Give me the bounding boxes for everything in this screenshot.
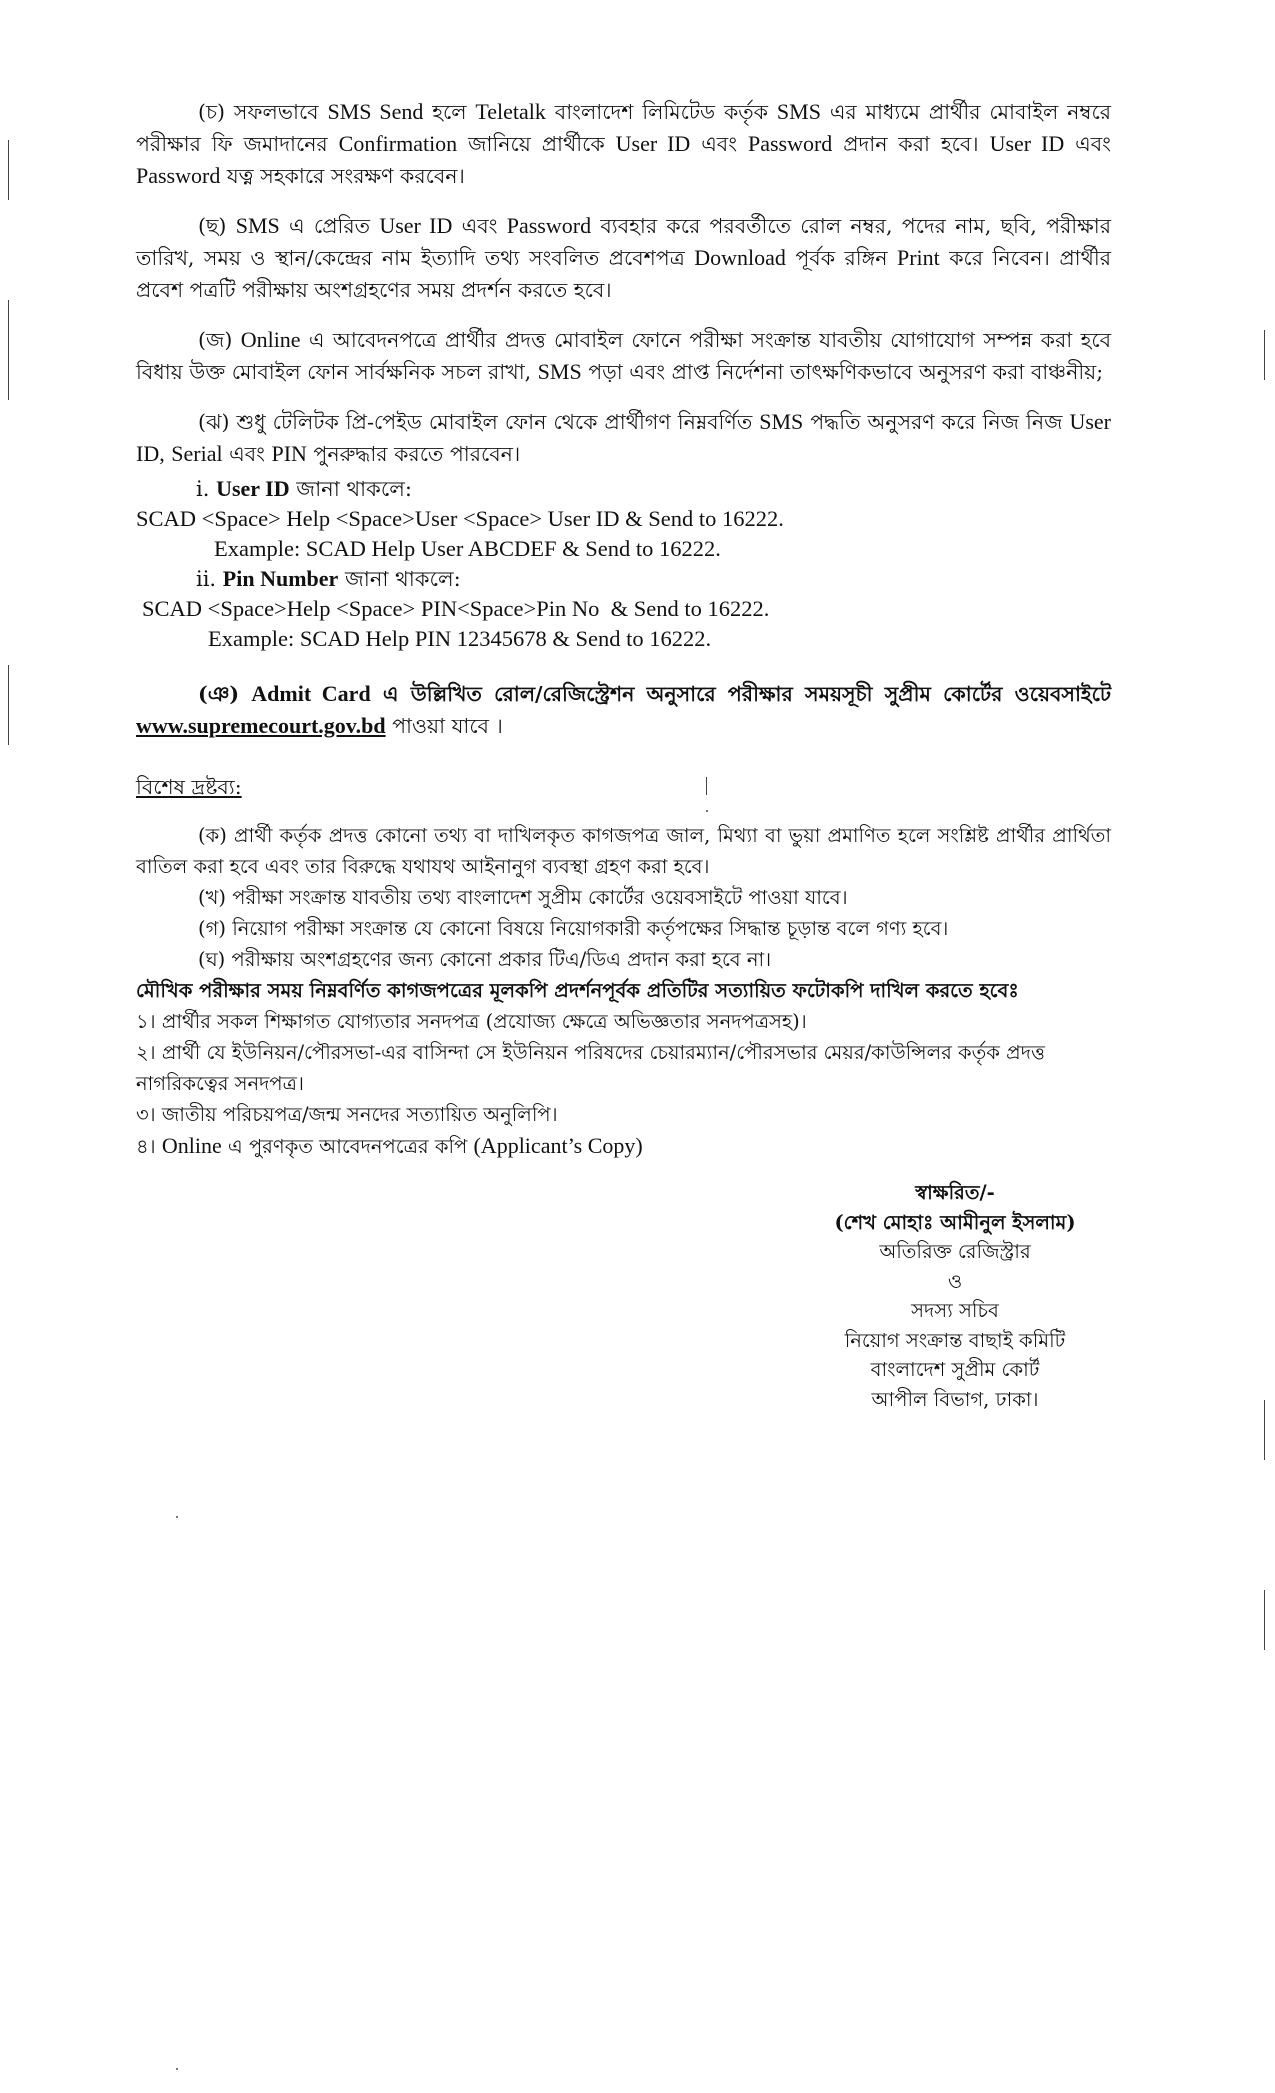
user-id-heading [196, 474, 1111, 504]
signatory-and: ও [947, 1269, 963, 1293]
para-text: User ID, [136, 409, 1111, 466]
para-text: যত্ন সহকারে সংরক্ষণ করবেন। [220, 164, 465, 188]
scan-margin-mark [8, 300, 9, 400]
para-text: Serial [171, 441, 223, 466]
paragraph-jha [136, 406, 1111, 470]
special-note-heading: বিশেষ দ্রষ্টব্য: [136, 775, 242, 799]
para-text: User ID [989, 131, 1065, 156]
signatory-court: বাংলাদেশ সুপ্রীম কোর্ট [870, 1358, 1040, 1381]
scan-center-mark [706, 777, 707, 795]
paragraph-chha [136, 210, 1111, 306]
admit-tail: পাওয়া যাবে । [385, 714, 503, 738]
pin-heading [196, 564, 1111, 594]
pin-example: Example: SCAD Help PIN 12345678 & Send to 16222. [208, 626, 712, 651]
para-text: SMS [776, 99, 821, 124]
para-text: (জ) [198, 328, 241, 352]
admit-card-label: Admit Card [251, 681, 371, 706]
para-text: Online [240, 327, 301, 352]
document-item-2: ২। প্রার্থী যে ইউনিয়ন/পৌরসভা-এর বাসিন্দা সে ইউনিয়ন পরিষদের চেয়ারম্যান/পৌরসভার মেয়র/কাউন্সিলর কর্তৃক প্রদত্ত নাগরিকত্বের সনদপত্র। [136, 1041, 1045, 1095]
heading-num: ii. [196, 567, 223, 591]
para-text: SMS [235, 213, 280, 238]
scan-dot [176, 1516, 178, 1518]
admit-prefix: (ঞ) [198, 682, 252, 706]
paragraph-nya-admit-card [136, 678, 1111, 742]
pin-command: SCAD <Space>Help <Space> PIN<Space>Pin No & Send to 16222. [142, 596, 770, 621]
paragraph-cha [136, 96, 1111, 192]
scan-margin-mark [1264, 1590, 1265, 1650]
documents-heading: মৌখিক পরীক্ষার সময় নিম্নবর্ণিত কাগজপত্রের মূলকপি প্রদর্শনপূর্বক প্রতিটির সত্যায়িত ফটোকপি দাখিল করতে হবেঃ [136, 979, 1019, 1002]
scan-margin-mark [1264, 1400, 1265, 1460]
heading-bold: User ID [216, 476, 290, 501]
paragraph-ja [136, 324, 1111, 388]
sms-help-pin [136, 564, 1111, 654]
para-text: এবং [1064, 132, 1111, 156]
scan-dot [176, 2068, 178, 2070]
para-text: হলে [423, 100, 476, 124]
para-text: (ঝ) শুধু টেলিটক প্রি-পেইড মোবাইল ফোন থেকে প্রার্থীগণ নিম্নবর্ণিত [198, 410, 760, 434]
item4-applicant-copy: (Applicant’s Copy) [473, 1133, 643, 1158]
para-text: (চ) সফলভাবে [198, 100, 328, 124]
document-item-1: ১। প্রার্থীর সকল শিক্ষাগত যোগ্যতার সনদপত্র (প্রযোজ্য ক্ষেত্রে অভিজ্ঞতার সনদপত্রসহ)। [136, 1010, 807, 1033]
para-text: Password [506, 213, 592, 238]
para-text: পদ্ধতি অনুসরণ করে নিজ নিজ [803, 410, 1070, 434]
para-text: প্রদান করা হবে। [832, 132, 990, 156]
para-text: User ID [379, 213, 453, 238]
note-kha: (খ) পরীক্ষা সংক্রান্ত যাবতীয় তথ্য বাংলাদেশ সুপ্রীম কোর্টের ওয়েবসাইটে পাওয়া যাবে। [198, 886, 848, 909]
para-text: Confirmation [338, 131, 458, 156]
scan-margin-mark [8, 140, 9, 200]
item4-online: Online [161, 1133, 222, 1158]
item4-mid: এ পুরণকৃত আবেদনপত্রের কপি [221, 1135, 474, 1158]
heading-rest: জানা থাকলে: [338, 567, 461, 591]
para-text: পূর্বক রঙ্গিন [785, 246, 897, 270]
para-text: এ প্রেরিত [279, 214, 380, 238]
signatory-designation: অতিরিক্ত রেজিস্ট্রার [879, 1240, 1031, 1263]
note-ga: (গ) নিয়োগ পরীক্ষা সংক্রান্ত যে কোনো বিষয়ে নিয়োগকারী কর্তৃপক্ষের সিদ্ধান্ত চূড়ান্ত বলে গণ্য হবে। [198, 917, 949, 940]
signatory-committee: নিয়োগ সংক্রান্ত বাছাই কমিটি [844, 1328, 1066, 1352]
para-text: এবং [690, 132, 748, 156]
para-text: Password [747, 131, 833, 156]
document-item-3: ৩। জাতীয় পরিচয়পত্র/জন্ম সনদের সত্যায়িত অনুলিপি। [136, 1103, 558, 1126]
para-text: করে নিবেন। প্রার্থীর প্রবেশ পত্রটি পরীক্ষায় অংশগ্রহণের সময় প্রদর্শন করতে হবে। [136, 246, 1111, 302]
signatory-role: সদস্য সচিব [911, 1299, 999, 1322]
heading-rest: জানা থাকলে: [289, 477, 413, 501]
para-text: Teletalk [475, 99, 546, 124]
para-text: (ছ) [198, 214, 236, 238]
scan-dot [706, 810, 708, 812]
note-gha: (ঘ) পরীক্ষায় অংশগ্রহণের জন্য কোনো প্রকার টিএ/ডিএ প্রদান করা হবে না। [198, 948, 772, 971]
para-text: Download [694, 245, 786, 270]
para-text: PIN [271, 441, 307, 466]
para-text: এবং [452, 214, 507, 238]
para-text: Print [896, 245, 940, 270]
signatory-name: (শেখ মোহাঃ আমীনুল ইসলাম) [834, 1210, 1076, 1234]
document-item-4 [136, 1130, 1111, 1162]
signatory-division: আপীল বিভাগ, ঢাকা। [871, 1387, 1039, 1411]
para-text: জানিয়ে প্রার্থীকে [457, 132, 616, 156]
user-id-command: SCAD <Space> Help <Space>User <Space> User ID & Send to 16222. [136, 506, 784, 531]
para-text: পড়া এবং প্রাপ্ত নির্দেশনা তাৎক্ষণিকভাবে অনুসরণ করা বাঞ্চনীয়; [581, 360, 1104, 384]
document-page [136, 96, 1111, 1162]
item4-prefix: ৪। [136, 1135, 162, 1158]
para-text: SMS [537, 359, 582, 384]
note-ka: (ক) প্রার্থী কর্তৃক প্রদত্ত কোনো তথ্য বা দাখিলকৃত কাগজপত্র জাল, মিথ্যা বা ভুয়া প্রমাণিত হলে সংশ্লিষ্ট প্রার্থীর প্রার্থিতা বাতিল করা হবে এবং তার বিরুদ্ধে যথাযথ আইনানুগ ব্যবস্থা গ্রহণ করা হবে। [136, 824, 1111, 878]
heading-num: i. [196, 477, 217, 501]
scan-margin-mark [1264, 330, 1265, 380]
signature-block [765, 1178, 1145, 1414]
para-text: Password [136, 163, 221, 188]
para-text: এবং [222, 442, 272, 466]
para-text: এর মাধ্যমে প্রার্থীর মোবাইল নম্বরে পরীক্ষার ফি জমাদানের [136, 100, 1111, 156]
para-text: এ আবেদনপত্রে প্রার্থীর প্রদত্ত মোবাইল ফোনে পরীক্ষা সংক্রান্ত যাবতীয় যোগাযোগ সম্পন্ন করা হবে বিধায় উক্ত মোবাইল ফোন সার্বক্ষনিক সচল রাখা, [136, 328, 1111, 384]
sms-help-user-id [136, 474, 1111, 564]
heading-bold: Pin Number [222, 566, 339, 591]
para-text: পুনরুদ্ধার করতে পারবেন। [306, 442, 521, 466]
supreme-court-website-link[interactable]: www.supremecourt.gov.bd [136, 713, 386, 738]
user-id-example: Example: SCAD Help User ABCDEF & Send to 16222. [214, 536, 721, 561]
para-text: User ID [615, 131, 691, 156]
signed-label: স্বাক্ষরিত/- [915, 1181, 995, 1204]
scan-margin-mark [8, 665, 9, 745]
para-text: ব্যবহার করে পরবর্তীতে রোল নম্বর, পদের নাম, ছবি, পরীক্ষার তারিখ, সময় ও স্থান/কেন্দ্রের নাম ইত্যাদি তথ্য সংবলিত প্রবেশপত্র [136, 214, 1111, 270]
para-text: SMS Send [327, 99, 424, 124]
para-text: SMS [759, 409, 804, 434]
para-text: বাংলাদেশ লিমিটেড কর্তৃক [545, 100, 777, 124]
admit-text: এ উল্লিখিত রোল/রেজিস্ট্রেশন অনুসারে পরীক্ষার সময়সূচী সুপ্রীম কোর্টের ওয়েবসাইটে [370, 682, 1111, 706]
